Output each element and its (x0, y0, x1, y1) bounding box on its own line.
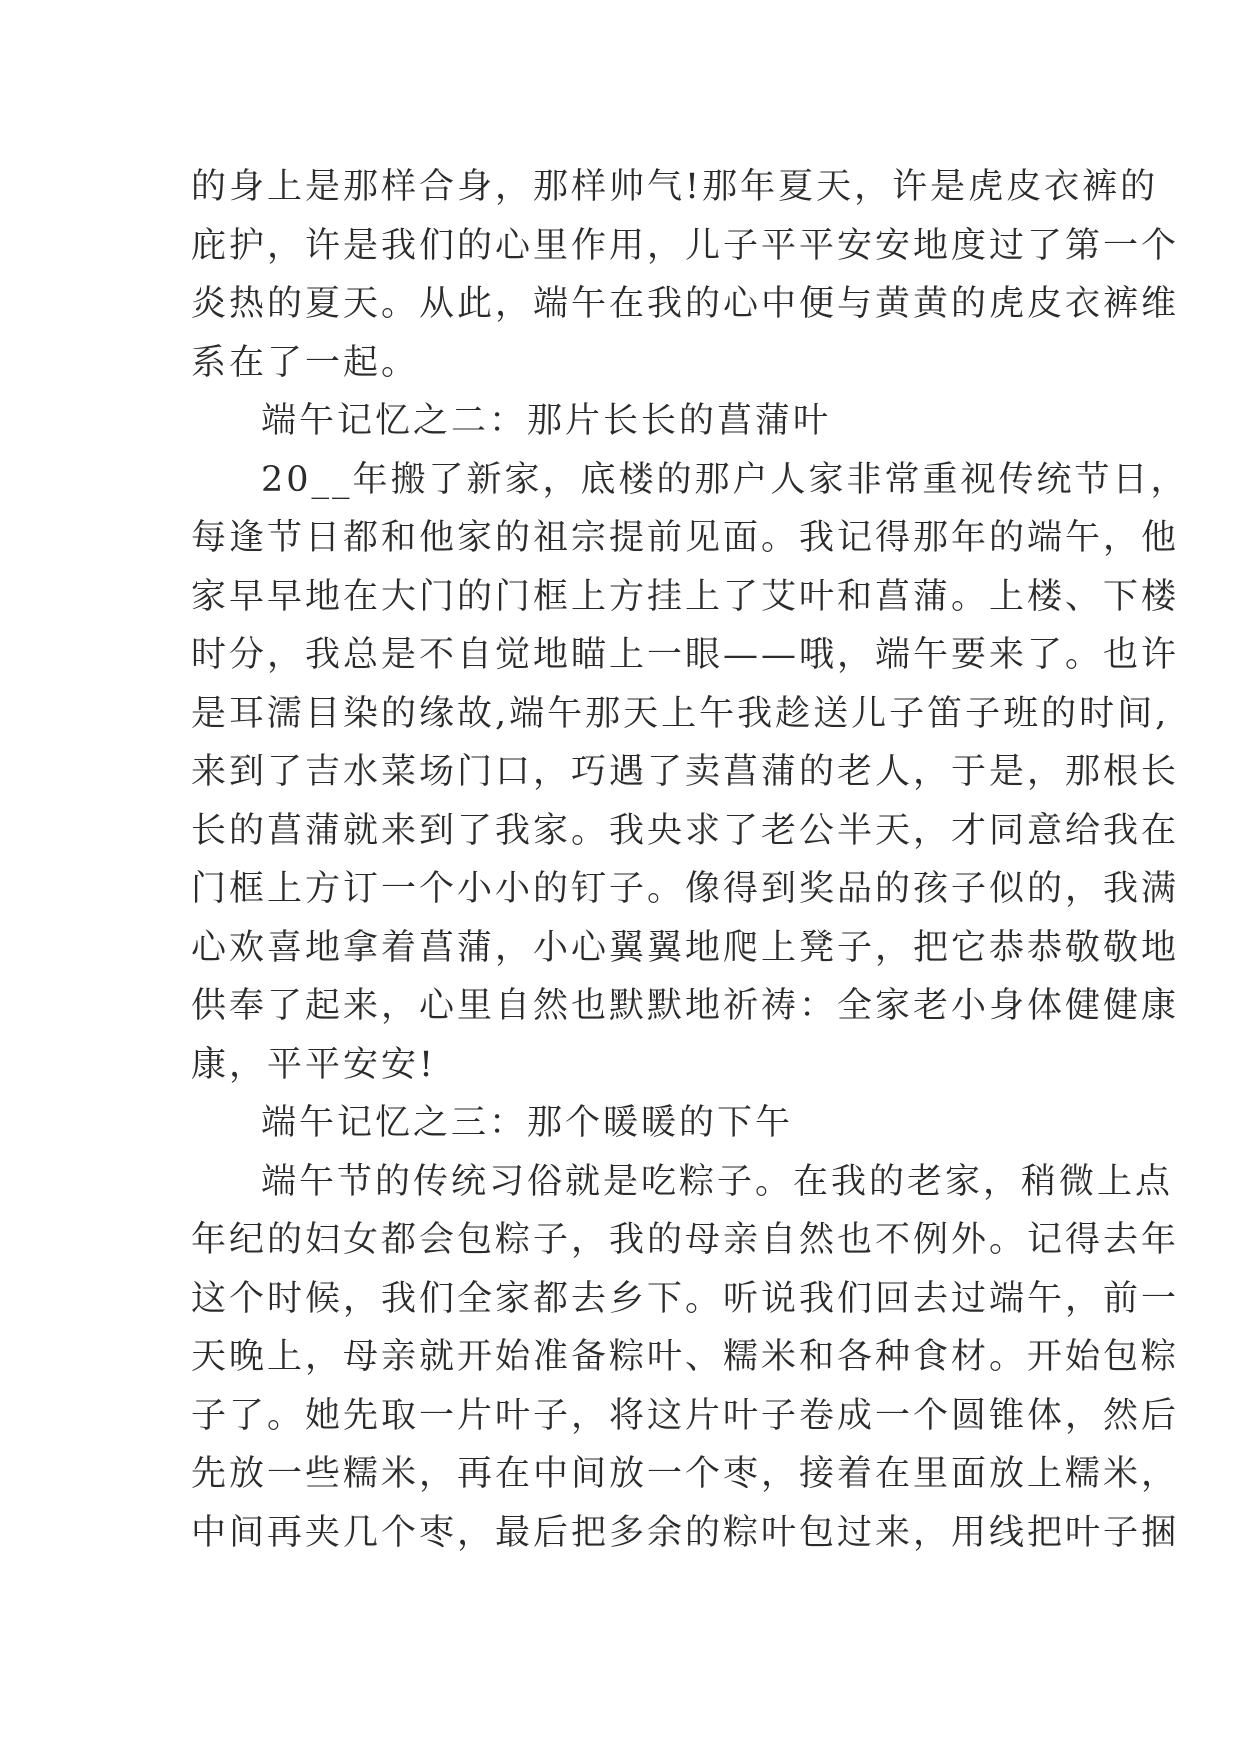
text-line: 庇护，许是我们的心里作用，儿子平平安安地度过了第一个 (191, 225, 1180, 266)
text-line: 年纪的妇女都会包粽子，我的母亲自然也不例外。记得去年 (191, 1220, 1180, 1260)
text-line: 这个时候，我们全家都去乡下。听说我们回去过端午，前一 (191, 1278, 1180, 1319)
text-line: 时分，我总是不自觉地瞄上一眼——哦，端午要来了。也许 (191, 635, 1180, 675)
text-line: 的身上是那样合身，那样帅气!那年夏天，许是虎皮衣裤的 (191, 167, 1159, 207)
document-body (191, 158, 1189, 1562)
heading-line: 端午记忆之二：那片长长的菖蒲叶 (261, 401, 832, 441)
text-line: 先放一些糯米，再在中间放一个枣，接着在里面放上糯米， (191, 1454, 1180, 1494)
text-line: 炎热的夏天。从此，端午在我的心中便与黄黄的虎皮衣裤维 (191, 284, 1180, 324)
section-heading-memory-three (191, 1094, 1061, 1153)
text-line: 天晚上，母亲就开始准备粽叶、糯米和各种食材。开始包粽 (191, 1337, 1180, 1377)
text-line: 是耳濡目染的缘故,端午那天上午我趁送儿子笛子班的时间, (191, 693, 1170, 734)
text-line: 来到了吉水菜场门口，巧遇了卖菖蒲的老人，于是，那根长 (191, 752, 1180, 792)
text-line: 心欢喜地拿着菖蒲，小心翼翼地爬上凳子，把它恭恭敬敬地 (191, 927, 1180, 968)
text-line: 中间再夹几个枣，最后把多余的粽叶包过来，用线把叶子捆 (191, 1512, 1180, 1553)
text-line: 家早早地在大门的门框上方挂上了艾叶和菖蒲。上楼、下楼 (191, 576, 1180, 617)
text-line: 端午节的传统习俗就是吃粽子。在我的老家，稍微上点 (261, 1161, 1174, 1202)
text-line: 门框上方订一个小小的钉子。像得到奖品的孩子似的，我满 (191, 869, 1180, 909)
text-line: 康，平平安安! (191, 1044, 437, 1085)
text-line: 20__年搬了新家，底楼的那户人家非常重视传统节日， (261, 459, 1189, 500)
paragraph-tiger-clothes (191, 158, 1180, 392)
paragraph-zongzi (191, 1153, 1180, 1563)
text-line: 子了。她先取一片叶子，将这片叶子卷成一个圆锥体，然后 (191, 1395, 1180, 1436)
text-line: 供奉了起来，心里自然也默默地祈祷：全家老小身体健健康 (191, 986, 1180, 1026)
text-line: 系在了一起。 (191, 342, 420, 383)
section-heading-memory-two (191, 392, 1061, 451)
text-line: 每逢节日都和他家的祖宗提前见面。我记得那年的端午，他 (191, 518, 1180, 558)
text-line: 长的菖蒲就来到了我家。我央求了老公半天，才同意给我在 (191, 810, 1180, 851)
heading-line: 端午记忆之三：那个暖暖的下午 (261, 1103, 794, 1143)
paragraph-calamus-leaf (191, 451, 1189, 1095)
